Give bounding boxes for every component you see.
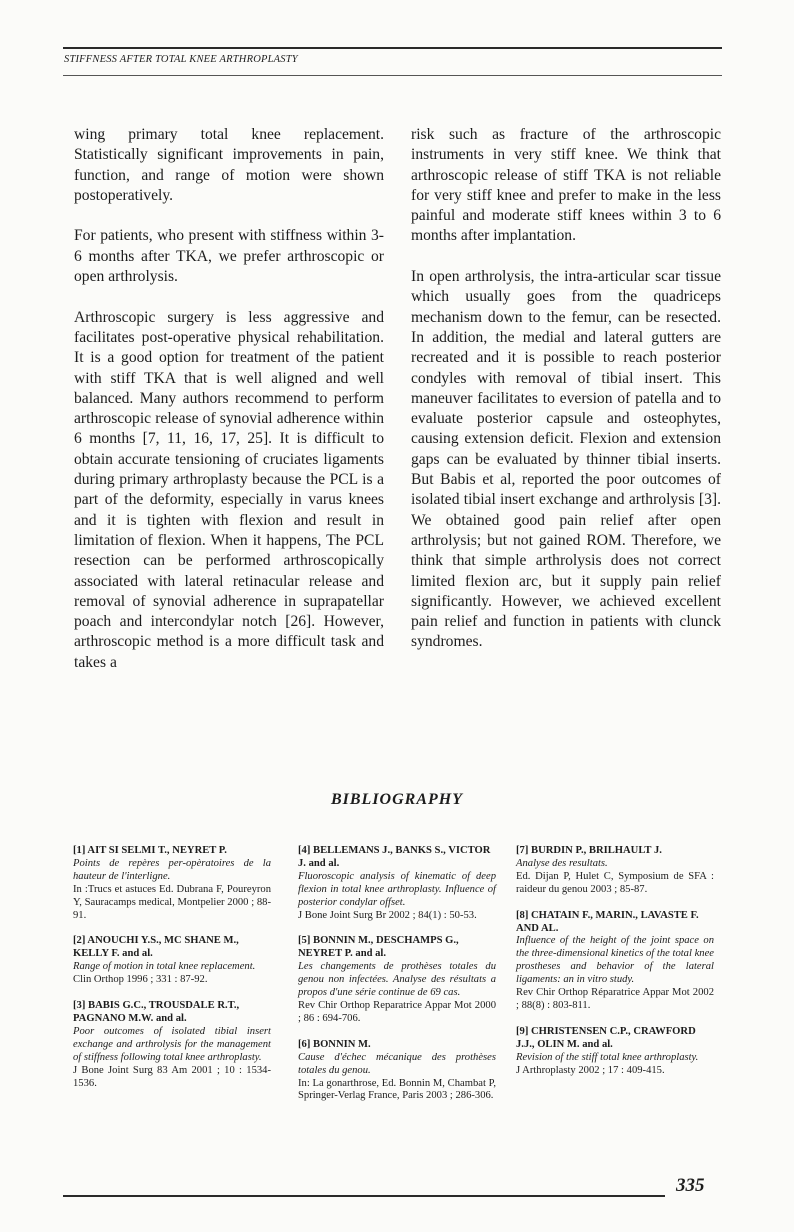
reference-item [298,1039,496,1104]
running-head: STIFFNESS AFTER TOTAL KNEE ARTHROPLASTY [64,54,298,65]
body-paragraph: Arthroscopic surgery is less aggressive and facilitates post-operative physical rehabilitation. It is a good option for treatment of the patient with stiff TKA that is well aligned and well balanced. Many authors recommend to perform arthroscopic release of synovial adherence within 6 months [7, 11, 16, 17, 25]. It is difficult to obtain accurate tensioning of cruciates ligaments during primary arthroplasty because the PCL is a part of the deformity, especially in varus knees and it is tighten with flexion and result in limitation of flexion. When it happens, The PCL resection can be performed arthroscopically associated with lateral retinacular release and removal of synovial adherence in suprapatellar poach and intercondylar notch [26]. However, arthroscopic method is a more difficult task and takes a [74,308,384,671]
body-paragraph: In open arthrolysis, the intra-articular scar tissue which usually goes from the quadriceps mechanism down to the femur, can be resected. In addition, the medial and lateral gutters are recreated and it is possible to reach posterior condyles with removal of tibial insert. This maneuver facilitates to eversion of patella and to evaluate posterior capsule and osteophytes, causing extension deficit. Flexion and extension gaps can be evaluated by thinner tibial inserts. But Babis et al, reported the poor outcomes of isolated tibial insert exchange and arthrolysis [3]. We obtained good pain relief after open arthrolysis; but not gained ROM. Therefore, we think that simple arthrolysis does not correct limited flexion arc, but it supply pain relief significantly. However, we achieved excellent pain relief and function in patients with clunck syndromes. [411,268,721,651]
reference-title: Range of motion in total knee replacement. [73,961,256,973]
reference-authors: [5] BONNIN M., DESCHAMPS G., NEYRET P. and al. [298,935,459,960]
body-paragraph: For patients, who present with stiffness within 3-6 months after TKA, we prefer arthroscopic or open arthrolysis. [74,227,384,286]
reference-item [516,910,714,1013]
reference-column-1 [73,845,271,1103]
reference-item [516,1026,714,1078]
reference-source: J Bone Joint Surg Br 2002 ; 84(1) : 50-53. [298,909,477,921]
reference-title: Cause d'échec mécanique des prothèses totales du genou. [298,1051,496,1076]
reference-authors: [6] BONNIN M. [298,1038,371,1050]
body-paragraph: wing primary total knee replacement. Statistically significant improvements in pain, function, and range of motion were shown postoperatively. [74,126,384,204]
reference-source: J Bone Joint Surg 83 Am 2001 ; 10 : 1534-1536. [73,1064,271,1089]
reference-source: Ed. Dijan P, Hulet C, Symposium de SFA : raideur du genou 2003 ; 85-87. [516,870,714,895]
reference-authors: [3] BABIS G.C., TROUSDALE R.T., PAGNANO M.W. and al. [73,1000,240,1024]
reference-source: Rev Chir Orthop Réparatrice Appar Mot 2002 ; 88(8) : 803-811. [516,987,714,1011]
footer-rule [63,1195,665,1197]
reference-source: J Arthroplasty 2002 ; 17 : 409-415. [516,1064,665,1076]
reference-authors: [4] BELLEMANS J., BANKS S., VICTOR J. and al. [298,845,491,869]
reference-source: Rev Chir Orthop Reparatrice Appar Mot 2000 ; 86 : 694-706. [298,999,496,1024]
reference-title: Les changements de prothèses totales du genou non infectées. Analyse des résultats a propos d'une série continue de 69 cas. [298,961,496,999]
reference-title: Revision of the stiff total knee arthroplasty. [516,1051,699,1063]
reference-source: In :Trucs et astuces Ed. Dubrana F, Poureyron Y, Sauracamps medical, Montpelier 2000 ; 88-91. [73,883,271,921]
reference-title: Fluoroscopic analysis of kinematic of deep flexion in total knee arthroplasty. Influence of posterior condylar offset. [298,870,496,908]
reference-authors: [8] CHATAIN F., MARIN., LAVASTE F. AND AL. [516,909,699,934]
reference-column-3 [516,845,714,1091]
reference-title: Influence of the height of the joint space on the three-dimensional kinetics of the total knee prostheses and behavior of the lateral ligaments: an in vitro study. [516,935,714,986]
reference-authors: [7] BURDIN P., BRILHAULT J. [516,845,662,856]
body-column-right [411,125,721,673]
page-number: 335 [676,1175,705,1196]
reference-title: Points de repères per-opèratoires de la hauteur de l'interligne. [73,857,271,882]
reference-source: Clin Orthop 1996 ; 331 : 87-92. [73,974,208,986]
body-column-left [74,125,384,693]
reference-item [298,935,496,1025]
reference-source: In: La gonarthrose, Ed. Bonnin M, Chambat P, Springer-Verlag France, Paris 2003 ; 286-306. [298,1077,496,1102]
header-rule [63,75,722,76]
reference-item [73,1000,271,1090]
top-rule [63,47,722,49]
reference-authors: [1] AIT SI SELMI T., NEYRET P. [73,845,227,856]
reference-authors: [2] ANOUCHI Y.S., MC SHANE M., KELLY F. and al. [73,935,239,960]
reference-item [516,845,714,897]
reference-item [73,935,271,987]
reference-item [73,845,271,922]
reference-title: Poor outcomes of isolated tibial insert exchange and arthrolysis for the management of stiffness following total knee arthroplasty. [73,1025,271,1063]
body-paragraph: risk such as fracture of the arthroscopic instruments in very stiff knee. We think that arthroscopic release of stiff TKA is not reliable for very stiff knee and prefer to make in the less painful and moderate stiff knees within 3 to 6 months after implantation. [411,126,721,245]
bibliography-heading: BIBLIOGRAPHY [330,791,463,808]
reference-item [298,845,496,922]
reference-title: Analyse des resultats. [516,857,608,869]
reference-authors: [9] CHRISTENSEN C.P., CRAWFORD J.J., OLIN M. and al. [516,1025,696,1050]
reference-column-2 [298,845,496,1116]
